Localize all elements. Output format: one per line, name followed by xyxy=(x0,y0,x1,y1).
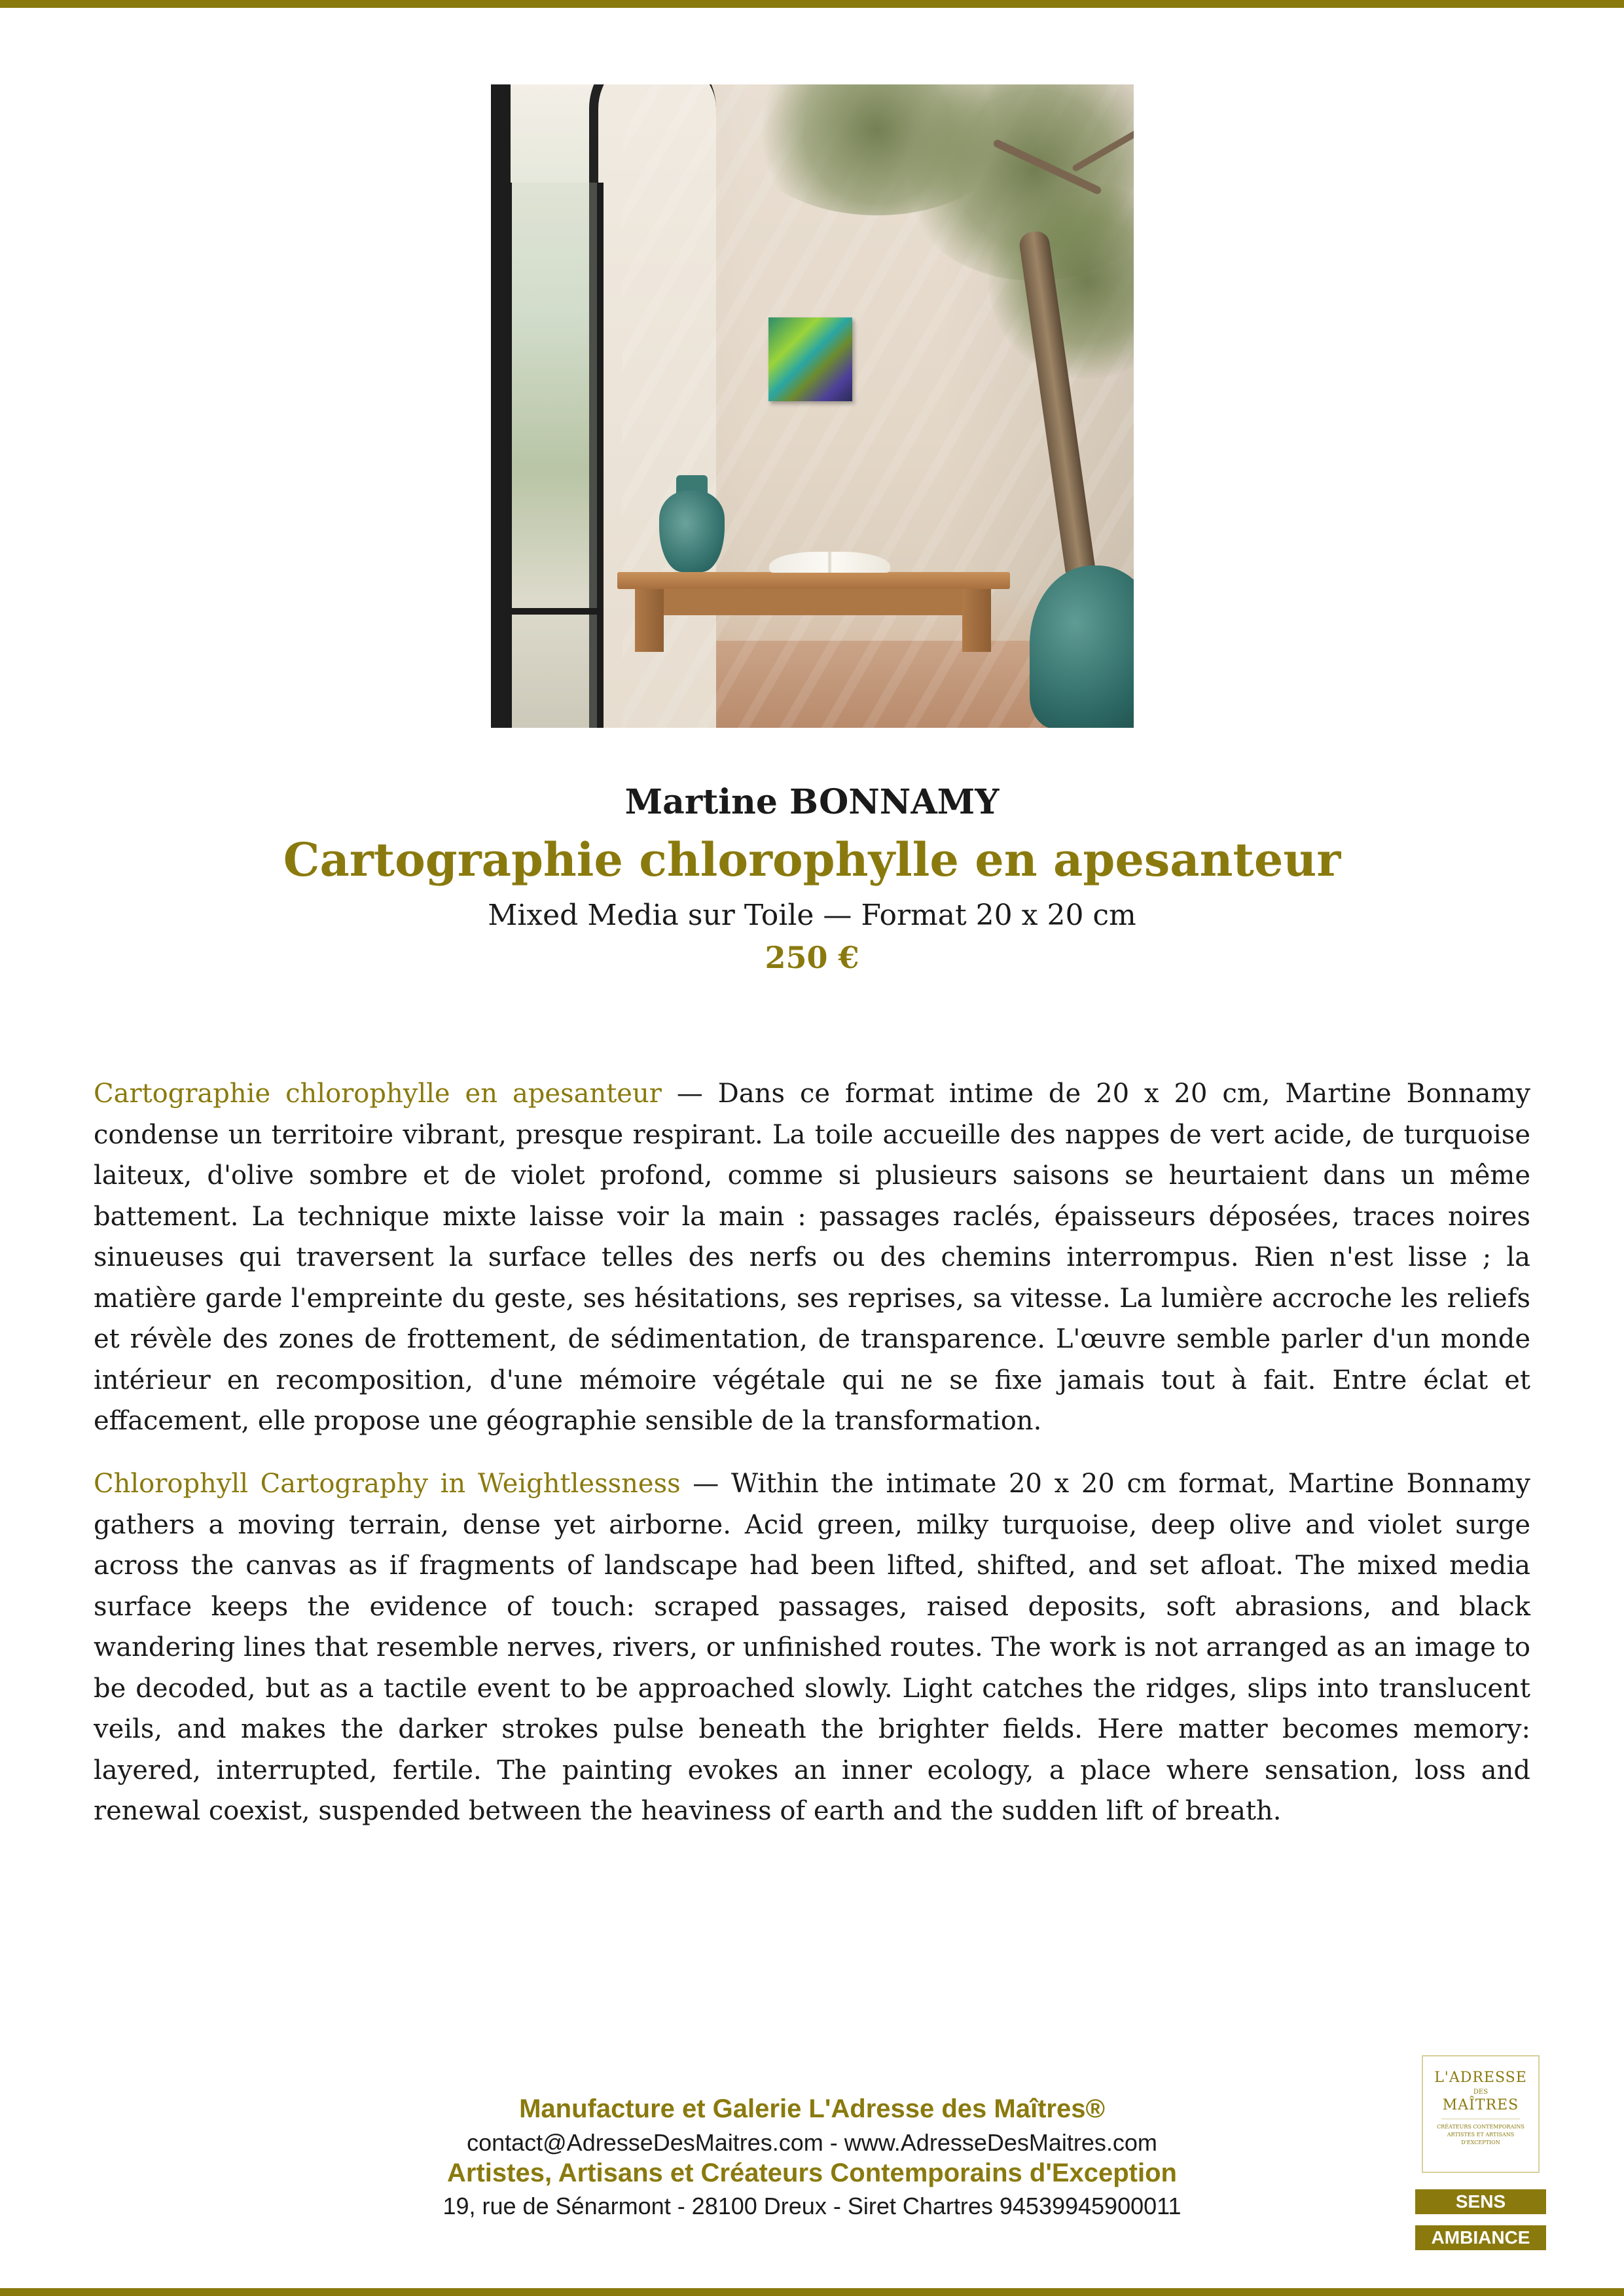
bottom-rule xyxy=(0,2288,1624,2296)
gallery-logo xyxy=(1422,2055,1540,2173)
description-french-lead: Cartographie chlorophylle en apesanteur xyxy=(94,1079,662,1109)
logo-line-3: MAÎTRES xyxy=(1442,2097,1519,2113)
logo-line-1: L'ADRESSE xyxy=(1434,2070,1527,2086)
logo-line-2: DES xyxy=(1473,2089,1489,2096)
footer-contact: contact@AdresseDesMaitres.com - www.AdresseDesMaitres.com xyxy=(467,2129,1157,2156)
description-french xyxy=(94,1073,1530,1442)
open-door xyxy=(505,183,604,728)
logo-line-4: CRÉATEURS CONTEMPORAINS ARTISTES ET ARTISANS D'EXCEPTION xyxy=(1437,2124,1525,2145)
footer-tagline: Artistes, Artisans et Créateurs Contemporains d'Exception xyxy=(447,2159,1177,2187)
top-rule xyxy=(0,0,1624,8)
painting-on-wall xyxy=(768,317,852,401)
artwork-price: 250 € xyxy=(765,940,859,975)
artist-name: Martine BONNAMY xyxy=(624,782,1000,822)
artwork-title: Cartographie chlorophylle en apesanteur xyxy=(283,833,1341,887)
artwork-room-photo xyxy=(491,84,1134,728)
tag-sens: SENS xyxy=(1415,2189,1546,2214)
tag-ambiance: AMBIANCE xyxy=(1415,2225,1546,2250)
ceramic-vase xyxy=(659,490,725,572)
description-english xyxy=(94,1463,1530,1832)
footer-company: Manufacture et Galerie L'Adresse des Maîtres® xyxy=(519,2094,1105,2123)
description-english-text: — Within the intimate 20 x 20 cm format, Martine Bonnamy gathers a moving terrain, dense yet airborne. Acid green, milky turquoise, deep olive and violet surge across the canvas as if fragments of landscape had been lifted, shifted, and set afloat. The mixed media surface keeps the evidence of touch: scraped passages, raised deposits, soft abrasions, and black wandering lines that resemble nerves, rivers, or unfinished routes. The work is not arranged as an image to be decoded, but as a tactile event to be approached slowly. Light catches the ridges, slips into translucent veils, and makes the darker strokes pulse beneath the brighter fields. Here matter becomes memory: layered, interrupted, fertile. The painting evokes an inner ecology, a place where sensation, loss and renewal coexist, suspended between the heaviness of earth and the sudden lift of breath. xyxy=(94,1469,1530,1826)
open-book xyxy=(769,552,890,573)
description-english-lead: Chlorophyll Cartography in Weightlessness xyxy=(94,1469,681,1499)
wooden-bench xyxy=(617,572,1010,589)
description-french-text: — Dans ce format intime de 20 x 20 cm, Martine Bonnamy condense un territoire vibrant, presque respirant. La toile accueille des nappes de vert acide, de turquoise laiteux, d'olive sombre et de violet profond, comme si plusieurs saisons se heurtaient dans un même battement. La technique mixte laisse voir la main : passages raclés, épaisseurs déposées, traces noires sinueuses qui traversent la surface telles des nerfs ou des chemins interrompus. Rien n'est lisse ; la matière garde l'empreinte du geste, ses hésitations, ses reprises, sa vitesse. La lumière accroche les reliefs et révèle des zones de frottement, de sédimentation, de transparence. L'œuvre semble parler d'un monde intérieur en recomposition, d'une mémoire végétale qui ne se fixe jamais tout à fait. Entre éclat et effacement, elle propose une géographie sensible de la transformation. xyxy=(94,1079,1530,1436)
artwork-medium: Mixed Media sur Toile — Format 20 x 20 cm xyxy=(488,899,1136,932)
footer-address: 19, rue de Sénarmont - 28100 Dreux - Siret Chartres 94539945900011 xyxy=(442,2193,1182,2219)
